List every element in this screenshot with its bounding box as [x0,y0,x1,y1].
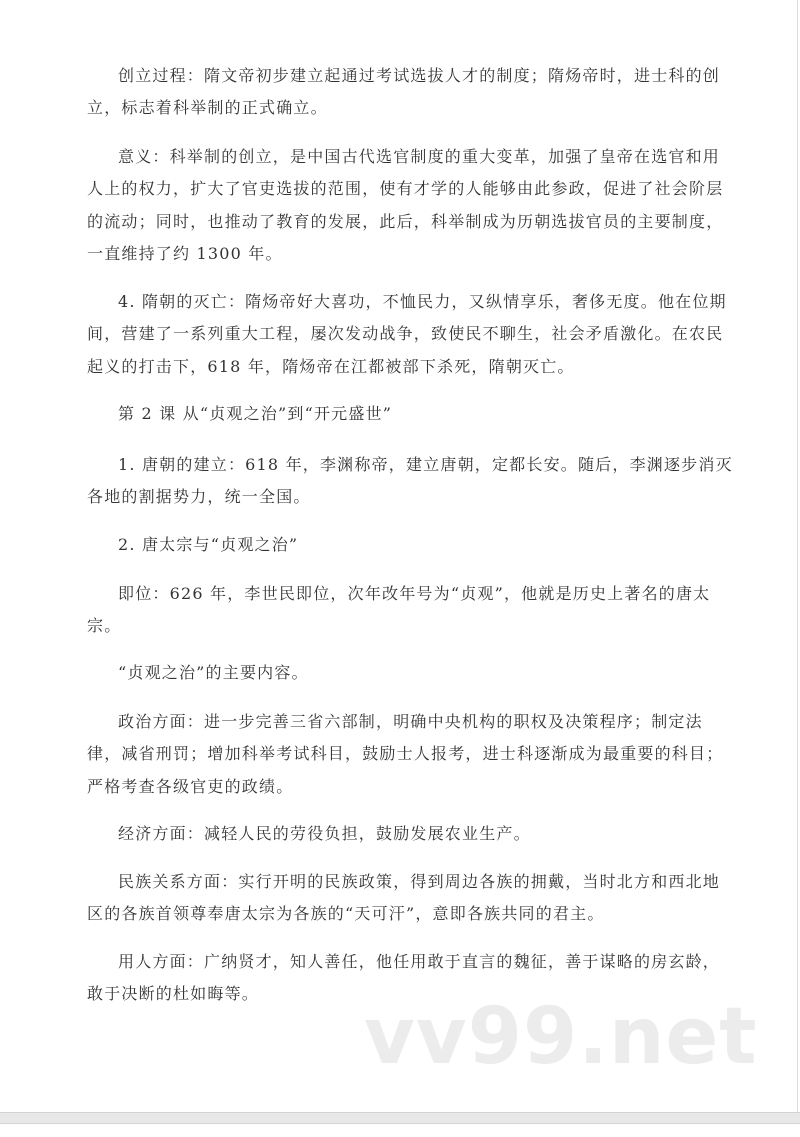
text-line: 4. 隋朝的灭亡：隋炀帝好大喜功，不恤民力，又纵情享乐，奢侈无度。他在位期 [118,292,727,311]
paragraph [87,657,727,689]
paragraph [87,449,733,514]
text-line: 的流动；同时，也推动了教育的发展，此后，科举制成为历朝选拔官员的主要制度， [87,211,724,231]
paragraph [87,529,727,561]
text-line: 即位：626 年，李世民即位，次年改年号为“贞观”，他就是历史上著名的唐太 [118,584,711,603]
paragraph [87,141,727,270]
paragraph [87,706,727,803]
text-line: 民族关系方面：实行开明的民族政策，得到周边各族的拥戴，当时北方和西北地 [118,872,721,891]
page-separator-bar [0,1112,800,1124]
paragraph [87,286,727,383]
text-line: “贞观之治”的主要内容。 [118,663,309,682]
text-line: 创立过程：隋文帝初步建立起通过考试选拔人才的制度；隋炀帝时，进士科的创 [118,66,721,85]
text-line: 立，标志着科举制的正式确立。 [87,98,328,118]
text-line: 第 2 课 从“贞观之治”到“开元盛世” [118,404,393,423]
text-line: 1. 唐朝的建立：618 年，李渊称帝，建立唐朝，定都长安。随后，李渊逐步消灭 [118,455,733,474]
paragraph [87,866,727,931]
text-line: 严格考查各级官吏的政绩。 [87,776,294,796]
text-line: 宗。 [87,616,122,636]
text-line: 2. 唐太宗与“贞观之治” [118,535,299,554]
text-line: 经济方面：减轻人民的劳役负担，鼓励发展农业生产。 [118,824,531,843]
text-line: 起义的打击下，618 年，隋炀帝在江都被部下杀死，隋朝灭亡。 [87,356,575,376]
text-line: 人上的权力，扩大了官吏选拔的范围，使有才学的人能够由此参政，促进了社会阶层 [87,179,724,199]
paragraph [87,818,727,850]
text-line: 敢于决断的杜如晦等。 [87,984,260,1004]
text-line: 意义：科举制的创立，是中国古代选官制度的重大变革，加强了皇帝在选官和用 [118,147,721,166]
text-line: 间，营建了一系列重大工程，屡次发动战争，致使民不聊生，社会矛盾激化。在农民 [87,324,724,344]
text-line: 政治方面：进一步完善三省六部制，明确中央机构的职权及决策程序；制定法 [118,712,703,731]
text-line: 用人方面：广纳贤才，知人善任，他任用敢于直言的魏征，善于谋略的房玄龄， [118,952,721,971]
text-line: 律，减省刑罚；增加科举考试科目，鼓励士人报考，进士科逐渐成为最重要的科目； [87,744,724,764]
paragraph [87,578,727,643]
text-line: 各地的割据势力，统一全国。 [87,487,311,507]
paragraph [87,398,727,430]
text-line: 区的各族首领尊奉唐太宗为各族的“天可汗”，意即各族共同的君主。 [87,904,605,924]
watermark: vv99.net [364,992,758,1082]
text-line: 一直维持了约 1300 年。 [87,243,283,263]
paragraph [87,60,727,125]
